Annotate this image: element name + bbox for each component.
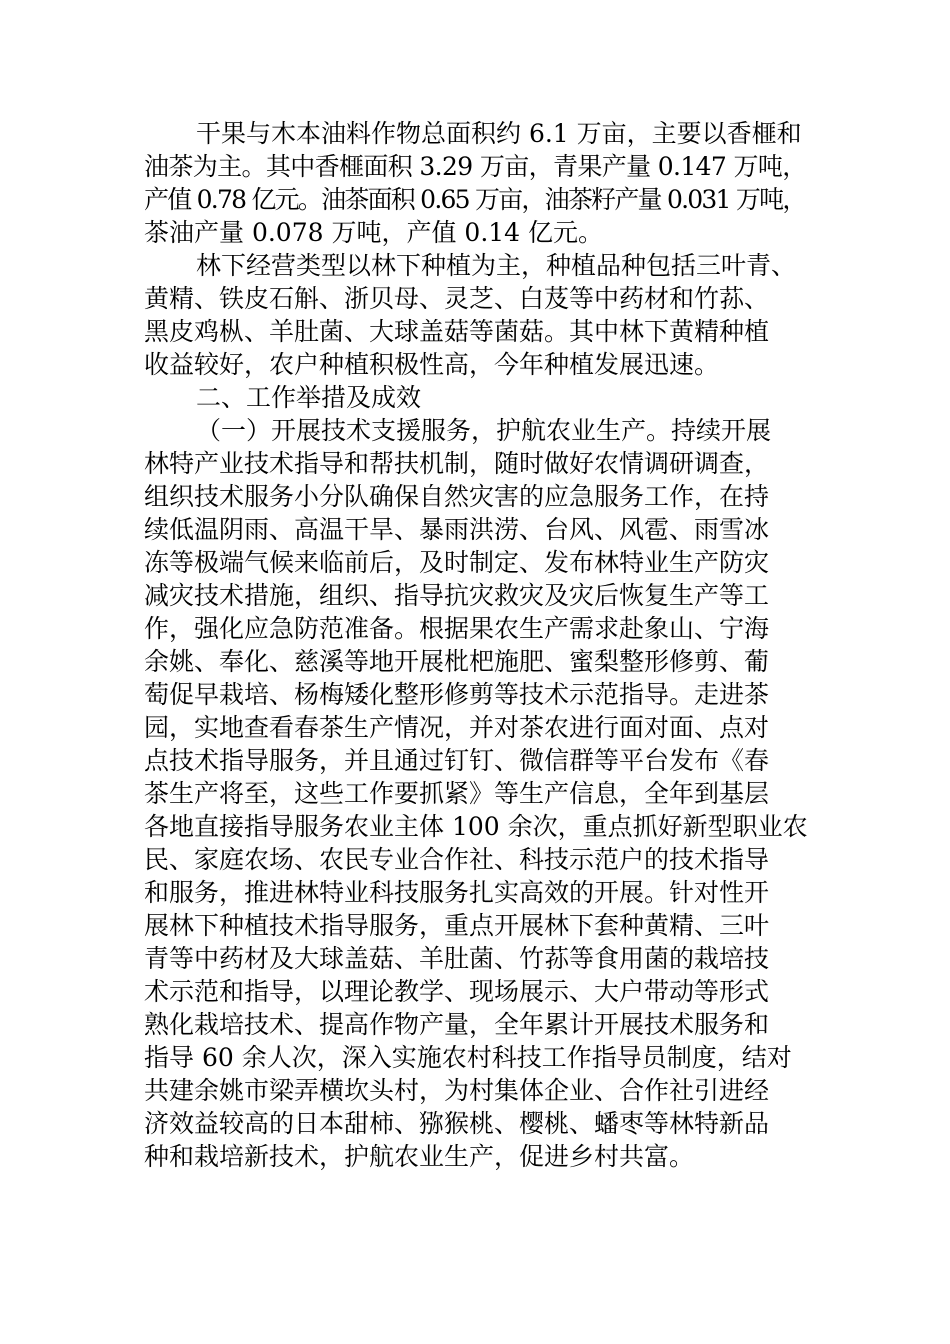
text-line: 余姚、奉化、慈溪等地开展枇杷施肥、蜜梨整形修剪、葡 bbox=[144, 647, 770, 676]
text-line: 园，实地查看春茶生产情况，并对茶农进行面对面、点对 bbox=[144, 713, 770, 742]
text-line: 产值 0.78 亿元。油茶面积 0.65 万亩，油茶籽产量 0.031 万吨， bbox=[144, 185, 806, 214]
text-line: 黄精、铁皮石斛、浙贝母、灵芝、白芨等中药材和竹荪、 bbox=[144, 284, 770, 313]
text-line: 术示范和指导，以理论教学、现场展示、大户带动等形式 bbox=[144, 977, 770, 1006]
text-line: 济效益较高的日本甜柿、猕猴桃、樱桃、蟠枣等林特新品 bbox=[144, 1109, 770, 1138]
text-line: 林下经营类型以林下种植为主，种植品种包括三叶青、 bbox=[196, 251, 797, 280]
text-line: 黑皮鸡枞、羊肚菌、大球盖菇等菌菇。其中林下黄精种植 bbox=[144, 317, 770, 346]
text-line: 茶油产量 0.078 万吨，产值 0.14 亿元。 bbox=[144, 218, 604, 247]
text-line: 干果与木本油料作物总面积约 6.1 万亩，主要以香榧和 bbox=[196, 119, 802, 148]
text-line: 续低温阴雨、高温干旱、暴雨洪涝、台风、风雹、雨雪冰 bbox=[144, 515, 770, 544]
paragraph-understory bbox=[144, 249, 810, 381]
text-line: 组织技术服务小分队确保自然灾害的应急服务工作，在持 bbox=[144, 482, 770, 511]
paragraph-tech-support bbox=[144, 414, 810, 1173]
text-line: 作，强化应急防范准备。根据果农生产需求赴象山、宁海 bbox=[144, 614, 770, 643]
text-line: 茶生产将至，这些工作要抓紧》等生产信息，全年到基层 bbox=[144, 779, 770, 808]
text-line: 共建余姚市梁弄横坎头村，为村集体企业、合作社引进经 bbox=[144, 1076, 770, 1105]
text-line: 熟化栽培技术、提高作物产量，全年累计开展技术服务和 bbox=[144, 1010, 770, 1039]
text-line: 收益较好，农户种植积极性高，今年种植发展迅速。 bbox=[144, 350, 720, 379]
text-line: 民、家庭农场、农民专业合作社、科技示范户的技术指导 bbox=[144, 845, 770, 874]
document-page bbox=[144, 117, 810, 1173]
text-line: 点技术指导服务，并且通过钉钉、微信群等平台发布《春 bbox=[144, 746, 770, 775]
text-line: 萄促早栽培、杨梅矮化整形修剪等技术示范指导。走进茶 bbox=[144, 680, 770, 709]
text-line: 指导 60 余人次，深入实施农村科技工作指导员制度，结对 bbox=[144, 1043, 792, 1072]
text-line: 和服务，推进林特业科技服务扎实高效的开展。针对性开 bbox=[144, 878, 770, 907]
text-line: 减灾技术措施，组织、指导抗灾救灾及灾后恢复生产等工 bbox=[144, 581, 770, 610]
text-line: 油茶为主。其中香榧面积 3.29 万亩，青果产量 0.147 万吨， bbox=[144, 152, 807, 181]
text-line: 冻等极端气候来临前后，及时制定、发布林特业生产防灾 bbox=[144, 548, 770, 577]
text-line: 种和栽培新技术，护航农业生产，促进乡村共富。 bbox=[144, 1142, 695, 1171]
text-line: 各地直接指导服务农业主体 100 余次，重点抓好新型职业农 bbox=[144, 812, 808, 841]
heading-line: 二、工作举措及成效 bbox=[196, 383, 422, 412]
text-line: 青等中药材及大球盖菇、羊肚菌、竹荪等食用菌的栽培技 bbox=[144, 944, 770, 973]
text-line: （一）开展技术支援服务，护航农业生产。持续开展 bbox=[196, 416, 772, 445]
paragraph-dried-fruit bbox=[144, 117, 810, 249]
section-heading bbox=[144, 381, 810, 414]
text-line: 展林下种植技术指导服务，重点开展林下套种黄精、三叶 bbox=[144, 911, 770, 940]
text-line: 林特产业技术指导和帮扶机制，随时做好农情调研调查， bbox=[144, 449, 770, 478]
